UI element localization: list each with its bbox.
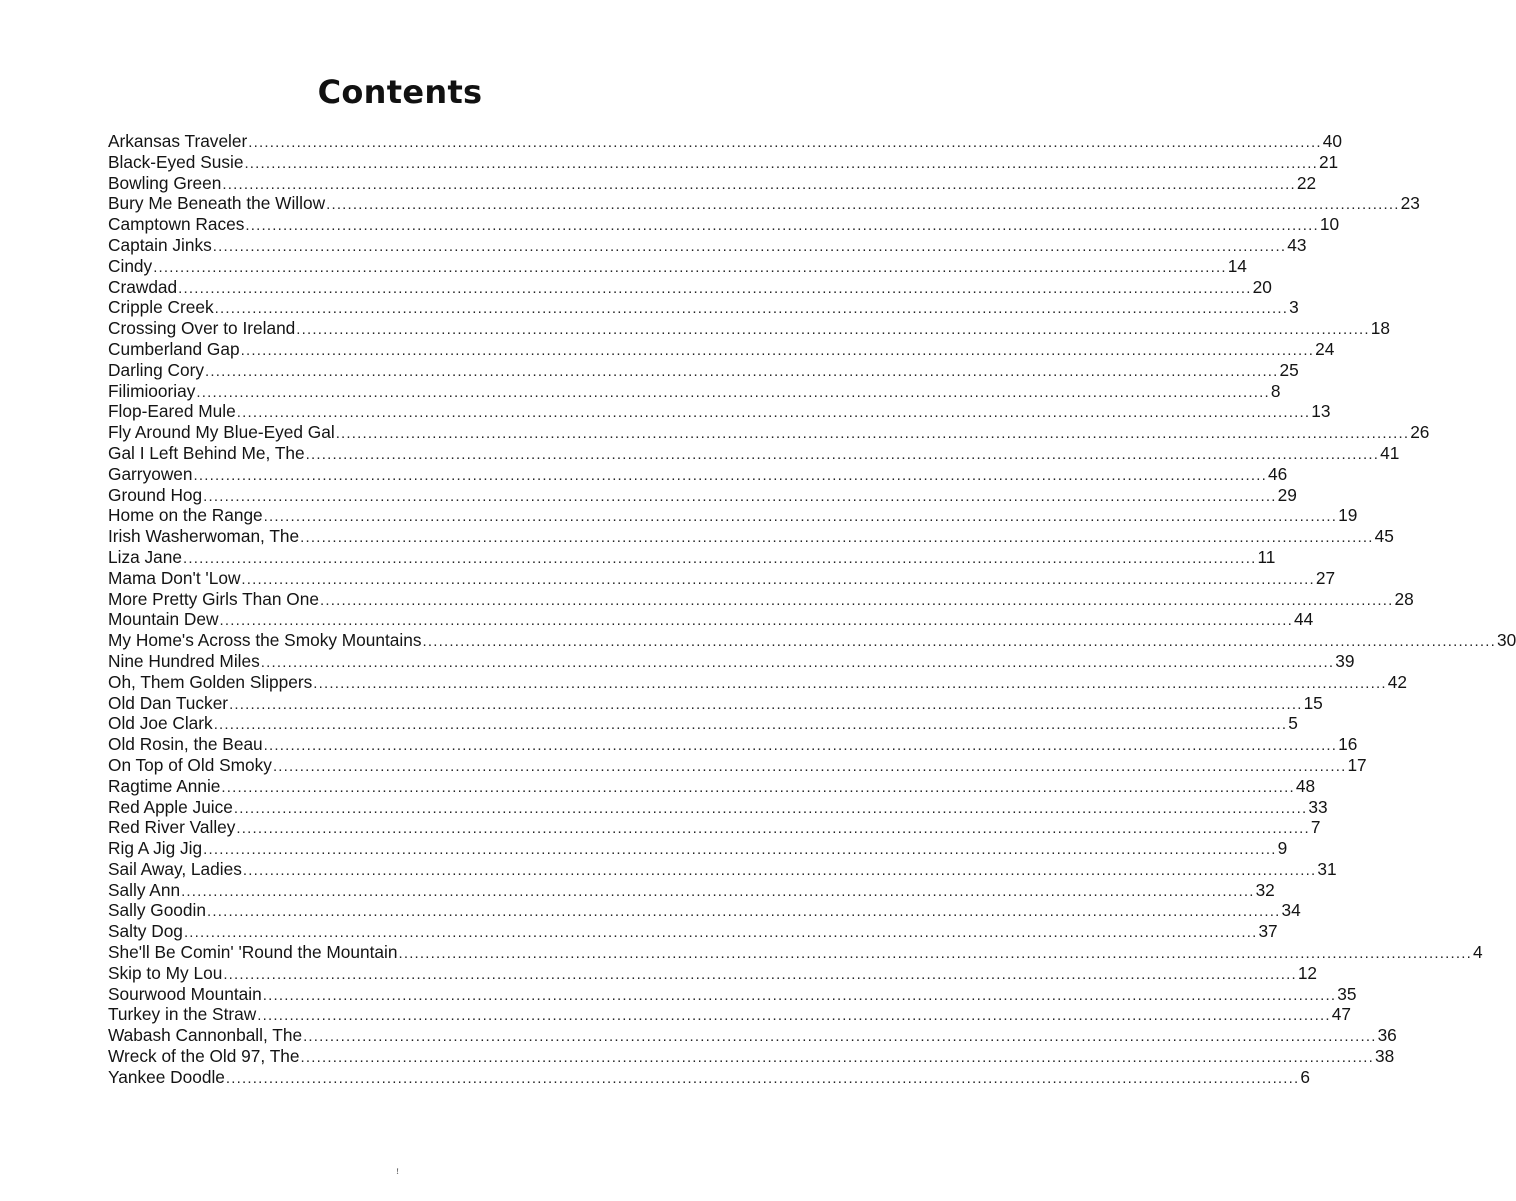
contents-list xyxy=(108,131,1516,1088)
toc-entry xyxy=(108,318,1391,339)
toc-entry-page-number: 26 xyxy=(1410,422,1430,443)
toc-entry xyxy=(108,983,1357,1005)
toc-entry-title: Cripple Creek xyxy=(108,297,214,318)
toc-entry-title: Sally Ann xyxy=(108,879,181,900)
dot-leader: ........................................................................................................................................................................................................ xyxy=(296,321,1370,339)
toc-entry-page-number: 35 xyxy=(1337,983,1357,1004)
toc-entry-title: Nine Hundred Miles xyxy=(108,650,260,671)
toc-entry-title: Old Joe Clark xyxy=(108,713,213,734)
dot-leader: ........................................................................................................................................................................................................ xyxy=(305,445,1380,463)
toc-entry-title: Sally Goodin xyxy=(108,900,206,921)
toc-entry xyxy=(108,609,1314,630)
toc-entry-page-number: 11 xyxy=(1257,546,1276,567)
dot-leader: ........................................................................................................................................................................................................ xyxy=(181,882,1255,900)
toc-entry-page-number: 17 xyxy=(1347,754,1367,775)
toc-entry-page-number: 21 xyxy=(1318,151,1339,172)
toc-entry xyxy=(108,422,1430,443)
dot-leader: ........................................................................................................................................................................................................ xyxy=(219,612,1293,630)
toc-entry-title: Bowling Green xyxy=(108,172,222,193)
toc-entry-page-number: 7 xyxy=(1310,817,1321,838)
toc-entry-title: Captain Jinks xyxy=(108,234,212,255)
toc-entry xyxy=(108,276,1272,298)
dot-leader: ........................................................................................................................................................................................................ xyxy=(153,258,1227,276)
toc-entry-page-number: 45 xyxy=(1374,526,1394,547)
toc-entry-title: Crawdad xyxy=(108,276,178,297)
toc-entry-title: Red Apple Juice xyxy=(108,796,233,817)
toc-entry xyxy=(108,234,1307,256)
toc-entry-page-number: 29 xyxy=(1277,484,1297,505)
dot-leader: ........................................................................................................................................................................................................ xyxy=(335,425,1410,443)
dot-leader: ........................................................................................................................................................................................................ xyxy=(236,404,1311,422)
toc-entry-title: Skip to My Lou xyxy=(108,962,223,983)
toc-entry xyxy=(108,297,1299,318)
toc-entry-title: Yankee Doodle xyxy=(108,1066,225,1087)
toc-entry xyxy=(108,131,1342,152)
dot-leader: ........................................................................................................................................................................................................ xyxy=(206,903,1281,921)
toc-entry xyxy=(108,900,1301,921)
toc-entry-title: On Top of Old Smoky xyxy=(108,754,272,775)
toc-entry xyxy=(108,775,1316,797)
toc-entry xyxy=(108,879,1275,901)
dot-leader: ........................................................................................................................................................................................................ xyxy=(236,820,1310,838)
toc-entry-title: Darling Cory xyxy=(108,359,205,380)
toc-entry xyxy=(108,505,1358,526)
dot-leader: ........................................................................................................................................................................................................ xyxy=(193,466,1268,484)
dot-leader: ........................................................................................................................................................................................................ xyxy=(245,217,1319,235)
dot-leader: ........................................................................................................................................................................................................ xyxy=(300,1049,1374,1067)
toc-entry xyxy=(108,650,1355,672)
toc-entry-page-number: 5 xyxy=(1288,713,1298,734)
dot-leader: ........................................................................................................................................................................................................ xyxy=(205,362,1279,380)
dot-leader: ........................................................................................................................................................................................................ xyxy=(222,175,1296,193)
toc-entry xyxy=(108,734,1358,755)
toc-entry xyxy=(108,942,1483,963)
toc-entry-title: Garryowen xyxy=(108,463,193,484)
toc-entry xyxy=(108,484,1297,506)
toc-entry xyxy=(108,838,1288,859)
toc-entry-page-number: 48 xyxy=(1295,775,1316,796)
toc-entry xyxy=(108,796,1328,818)
dot-leader: ........................................................................................................................................................................................................ xyxy=(242,861,1317,879)
toc-entry-page-number: 28 xyxy=(1394,588,1414,609)
toc-entry-title: Cumberland Gap xyxy=(108,338,240,359)
dot-leader: ........................................................................................................................................................................................................ xyxy=(263,737,1338,755)
toc-entry xyxy=(108,214,1340,235)
toc-entry-page-number: 40 xyxy=(1322,131,1342,151)
dot-leader: ........................................................................................................................................................................................................ xyxy=(225,1069,1300,1087)
toc-entry-page-number: 3 xyxy=(1289,297,1299,318)
toc-entry xyxy=(108,1066,1311,1088)
toc-entry-page-number: 22 xyxy=(1296,172,1317,193)
toc-entry xyxy=(108,921,1278,942)
dot-leader: ........................................................................................................................................................................................................ xyxy=(203,487,1277,505)
toc-entry xyxy=(108,588,1414,610)
toc-entry xyxy=(108,359,1299,381)
toc-entry xyxy=(108,567,1336,589)
toc-entry xyxy=(108,401,1331,422)
toc-entry-page-number: 37 xyxy=(1258,921,1278,942)
toc-entry-title: Wabash Cannonball, The xyxy=(108,1025,303,1046)
toc-entry-title: Mama Don't 'Low xyxy=(108,567,241,588)
dot-leader: ........................................................................................................................................................................................................ xyxy=(223,965,1297,983)
toc-entry-page-number: 19 xyxy=(1338,505,1358,526)
toc-entry-page-number: 41 xyxy=(1380,442,1400,463)
toc-entry xyxy=(108,255,1247,277)
dot-leader: ........................................................................................................................................................................................................ xyxy=(203,841,1277,859)
toc-entry-title: Rig A Jig Jig xyxy=(108,838,203,859)
toc-entry-title: Liza Jane xyxy=(108,546,182,567)
toc-entry xyxy=(108,526,1394,547)
toc-entry-title: Home on the Range xyxy=(108,505,263,526)
dot-leader: ........................................................................................................................................................................................................ xyxy=(262,986,1337,1004)
toc-entry-title: Mountain Dew xyxy=(108,609,219,630)
toc-entry-page-number: 38 xyxy=(1374,1046,1395,1067)
toc-entry-page-number: 33 xyxy=(1308,796,1328,817)
toc-entry-title: Red River Valley xyxy=(108,817,236,838)
toc-entry-title: Irish Washerwoman, The xyxy=(108,526,300,547)
toc-entry-title: Old Dan Tucker xyxy=(108,692,229,713)
dot-leader: ........................................................................................................................................................................................................ xyxy=(319,591,1394,609)
toc-entry xyxy=(108,338,1335,360)
toc-entry-title: Camptown Races xyxy=(108,214,245,235)
toc-entry xyxy=(108,1004,1351,1025)
toc-entry-page-number: 10 xyxy=(1319,214,1340,235)
toc-entry-page-number: 39 xyxy=(1335,650,1355,671)
toc-entry-title: Bury Me Beneath the Willow xyxy=(108,193,326,214)
toc-entry xyxy=(108,962,1318,984)
toc-entry-page-number: 6 xyxy=(1300,1066,1311,1087)
toc-entry-page-number: 47 xyxy=(1331,1004,1351,1025)
toc-entry-page-number: 18 xyxy=(1370,318,1391,339)
dot-leader: ........................................................................................................................................................................................................ xyxy=(300,529,1374,547)
dot-leader: ........................................................................................................................................................................................................ xyxy=(241,570,1315,588)
toc-entry-title: Arkansas Traveler xyxy=(108,131,248,151)
toc-entry-page-number: 25 xyxy=(1279,359,1299,380)
toc-entry-title: Filimiooriay xyxy=(108,380,196,401)
toc-entry-page-number: 43 xyxy=(1287,234,1307,255)
dot-leader: ........................................................................................................................................................................................................ xyxy=(182,549,1257,567)
dot-leader: ........................................................................................................................................................................................................ xyxy=(257,1007,1331,1025)
toc-entry-page-number: 8 xyxy=(1270,380,1281,401)
toc-entry-page-number: 23 xyxy=(1400,193,1420,214)
dot-leader: ........................................................................................................................................................................................................ xyxy=(263,508,1338,526)
toc-entry xyxy=(108,463,1288,485)
toc-entry-page-number: 24 xyxy=(1315,338,1335,359)
toc-entry xyxy=(108,1046,1395,1067)
toc-entry-page-number: 46 xyxy=(1268,463,1288,484)
dot-leader: ........................................................................................................................................................................................................ xyxy=(326,196,1400,214)
toc-entry-page-number: 4 xyxy=(1472,942,1483,963)
toc-entry-page-number: 36 xyxy=(1377,1025,1397,1046)
toc-entry-page-number: 16 xyxy=(1338,734,1358,755)
toc-entry-title: Cindy xyxy=(108,255,153,276)
toc-entry-title: She'll Be Comin' 'Round the Mountain xyxy=(108,942,398,963)
dot-leader: ........................................................................................................................................................................................................ xyxy=(313,674,1387,692)
toc-entry xyxy=(108,442,1400,464)
toc-entry-title: Salty Dog xyxy=(108,921,183,942)
toc-entry-page-number: 31 xyxy=(1317,858,1337,879)
toc-entry-title: Oh, Them Golden Slippers xyxy=(108,671,313,692)
toc-entry-page-number: 32 xyxy=(1255,879,1275,900)
toc-entry-title: Black-Eyed Susie xyxy=(108,151,244,172)
toc-entry-title: More Pretty Girls Than One xyxy=(108,588,319,609)
toc-entry xyxy=(108,151,1339,173)
dot-leader: ........................................................................................................................................................................................................ xyxy=(303,1028,1377,1046)
toc-entry xyxy=(108,546,1276,568)
toc-entry-page-number: 30 xyxy=(1497,630,1516,651)
dot-leader: ........................................................................................................................................................................................................ xyxy=(183,924,1258,942)
dot-leader: ........................................................................................................................................................................................................ xyxy=(240,341,1315,359)
toc-entry-page-number: 9 xyxy=(1277,838,1288,859)
dot-leader: ........................................................................................................................................................................................................ xyxy=(244,154,1318,172)
toc-entry-title: Old Rosin, the Beau xyxy=(108,734,263,755)
dot-leader: ........................................................................................................................................................................................................ xyxy=(398,945,1472,963)
dot-leader: ........................................................................................................................................................................................................ xyxy=(196,383,1270,401)
toc-entry-page-number: 44 xyxy=(1293,609,1314,630)
toc-entry-title: Flop-Eared Mule xyxy=(108,401,236,422)
dot-leader: ........................................................................................................................................................................................................ xyxy=(233,799,1308,817)
dot-leader: ........................................................................................................................................................................................................ xyxy=(214,300,1289,318)
toc-entry-page-number: 14 xyxy=(1227,255,1247,276)
toc-entry-title: Gal I Left Behind Me, The xyxy=(108,442,305,463)
page-mark: ꜝ xyxy=(396,1170,400,1182)
toc-entry-page-number: 13 xyxy=(1311,401,1331,422)
toc-entry xyxy=(108,858,1337,880)
toc-entry xyxy=(108,380,1281,402)
dot-leader: ........................................................................................................................................................................................................ xyxy=(229,695,1303,713)
toc-entry-title: Turkey in the Straw xyxy=(108,1004,257,1025)
dot-leader: ........................................................................................................................................................................................................ xyxy=(221,778,1295,796)
toc-entry-title: Crossing Over to Ireland xyxy=(108,318,296,339)
dot-leader: ........................................................................................................................................................................................................ xyxy=(248,134,1322,151)
dot-leader: ........................................................................................................................................................................................................ xyxy=(422,633,1497,651)
toc-entry xyxy=(108,172,1317,194)
dot-leader: ........................................................................................................................................................................................................ xyxy=(178,279,1252,297)
dot-leader: ........................................................................................................................................................................................................ xyxy=(212,237,1287,255)
toc-entry-title: Wreck of the Old 97, The xyxy=(108,1046,300,1067)
toc-entry xyxy=(108,630,1516,651)
toc-entry xyxy=(108,193,1420,214)
page-title: Contents xyxy=(317,73,483,112)
toc-entry-title: Sourwood Mountain xyxy=(108,983,262,1004)
toc-entry-page-number: 34 xyxy=(1281,900,1301,921)
toc-entry xyxy=(108,671,1408,693)
dot-leader: ........................................................................................................................................................................................................ xyxy=(213,716,1288,734)
dot-leader: ........................................................................................................................................................................................................ xyxy=(272,757,1347,775)
toc-entry xyxy=(108,817,1321,838)
toc-entry-title: Ground Hog xyxy=(108,484,203,505)
toc-entry xyxy=(108,754,1367,776)
toc-entry-page-number: 12 xyxy=(1297,962,1318,983)
toc-entry-page-number: 15 xyxy=(1303,692,1323,713)
toc-entry xyxy=(108,692,1323,714)
toc-entry-title: Sail Away, Ladies xyxy=(108,858,242,879)
toc-entry-title: My Home's Across the Smoky Mountains xyxy=(108,630,422,651)
toc-entry-title: Fly Around My Blue-Eyed Gal xyxy=(108,422,335,443)
toc-entry xyxy=(108,713,1298,734)
toc-entry-title: Ragtime Annie xyxy=(108,775,221,796)
dot-leader: ........................................................................................................................................................................................................ xyxy=(260,653,1335,671)
toc-entry-page-number: 20 xyxy=(1252,276,1272,297)
toc-entry-page-number: 42 xyxy=(1387,671,1408,692)
toc-entry xyxy=(108,1025,1397,1046)
toc-entry-page-number: 27 xyxy=(1315,567,1336,588)
